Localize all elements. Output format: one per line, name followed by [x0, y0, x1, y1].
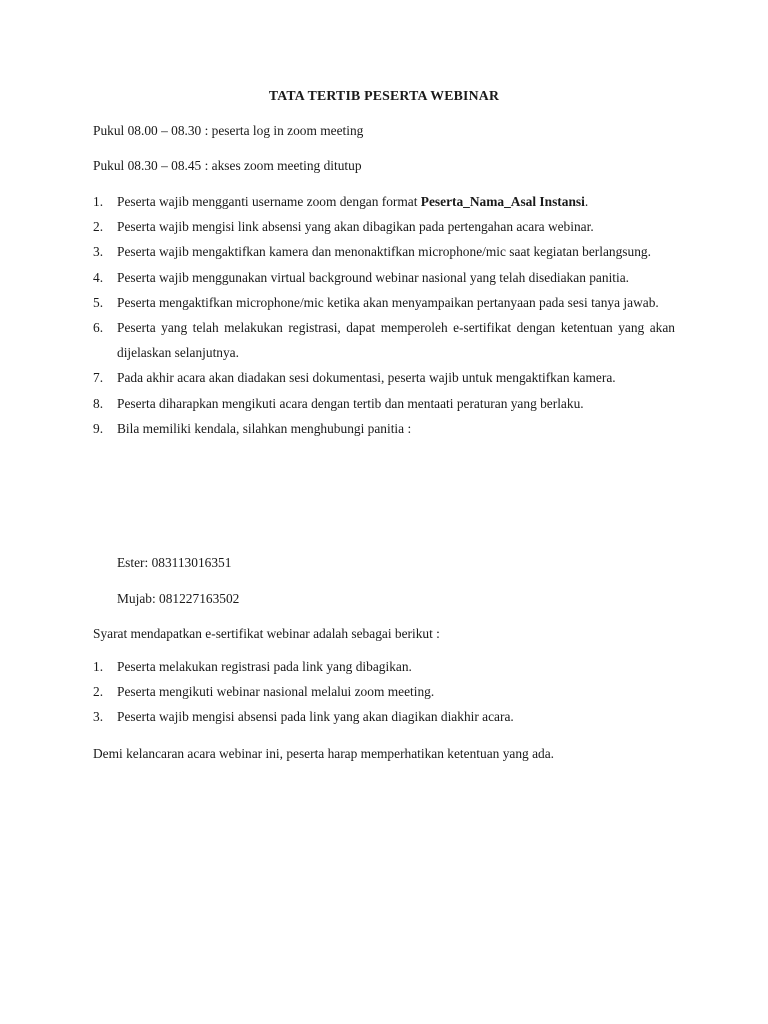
certificate-rule-text: Peserta melakukan registrasi pada link yang dibagikan.	[117, 659, 412, 674]
list-item	[93, 315, 675, 365]
schedule-closed: Pukul 08.30 – 08.45 : akses zoom meeting ditutup	[93, 158, 362, 173]
rule-text: Peserta diharapkan mengikuti acara dengan tertib dan mentaati peraturan yang berlaku.	[117, 395, 584, 411]
rule-text: Peserta wajib mengganti username zoom dengan format	[117, 194, 421, 209]
list-item	[93, 679, 675, 704]
rule-text: Peserta yang telah melakukan registrasi, dapat memperoleh e-sertifikat dengan ketentuan yang akan dijelaskan selanjutnya.	[117, 320, 675, 361]
closing-statement: Demi kelancaran acara webinar ini, peserta harap memperhatikan ketentuan yang ada.	[93, 746, 555, 761]
list-number: 5.	[93, 294, 104, 310]
rule-text: Peserta wajib mengaktifkan kamera dan menonaktifkan microphone/mic saat kegiatan berlangsung.	[117, 244, 651, 260]
rule-text: Peserta wajib mengisi link absensi yang akan dibagikan pada pertengahan acara webinar.	[117, 219, 594, 235]
certificate-rule-text: Peserta wajib mengisi absensi pada link yang akan diagikan diakhir acara.	[117, 709, 514, 725]
rule-text: Peserta mengaktifkan microphone/mic ketika akan menyampaikan pertanyaan pada sesi tanya jawab.	[117, 294, 659, 310]
list-item	[93, 290, 675, 315]
list-number: 3.	[93, 244, 104, 260]
list-item	[93, 265, 675, 290]
certificate-rule-text: Peserta mengikuti webinar nasional melalui zoom meeting.	[117, 684, 435, 700]
certificate-rules-list	[93, 654, 675, 730]
document-title: TATA TERTIB PESERTA WEBINAR	[268, 88, 500, 103]
rule-text: Bila memiliki kendala, silahkan menghubungi panitia :	[117, 420, 412, 436]
certificate-intro: Syarat mendapatkan e-sertifikat webinar adalah sebagai berikut :	[93, 626, 440, 641]
rule-text: Pada akhir acara akan diadakan sesi dokumentasi, peserta wajib untuk mengaktifkan kamera.	[117, 370, 616, 386]
list-number: 1.	[93, 659, 104, 674]
contact-mujab: Mujab: 081227163502	[117, 591, 240, 606]
contact-ester: Ester: 083113016351	[117, 555, 232, 570]
list-item	[93, 704, 675, 729]
list-number: 3.	[93, 709, 104, 725]
rule-text: Peserta wajib menggunakan virtual background webinar nasional yang telah disediakan panitia.	[117, 269, 630, 285]
list-item	[93, 214, 675, 239]
rules-list	[93, 189, 675, 441]
rule-text-end: .	[584, 194, 589, 209]
list-number: 8.	[93, 395, 104, 411]
schedule-login: Pukul 08.00 – 08.30 : peserta log in zoom meeting	[93, 123, 364, 138]
list-item	[93, 416, 675, 441]
list-number: 6.	[93, 320, 104, 336]
list-item	[93, 365, 675, 390]
list-item	[93, 239, 675, 264]
list-number: 1.	[93, 194, 104, 209]
username-format: Peserta_Nama_Asal Instansi	[420, 194, 585, 209]
list-item	[93, 189, 675, 214]
list-item	[93, 391, 675, 416]
list-number: 2.	[93, 219, 104, 235]
list-number: 2.	[93, 684, 104, 700]
list-item	[93, 654, 675, 679]
list-number: 4.	[93, 269, 104, 285]
list-number: 9.	[93, 420, 104, 436]
list-number: 7.	[93, 370, 104, 386]
